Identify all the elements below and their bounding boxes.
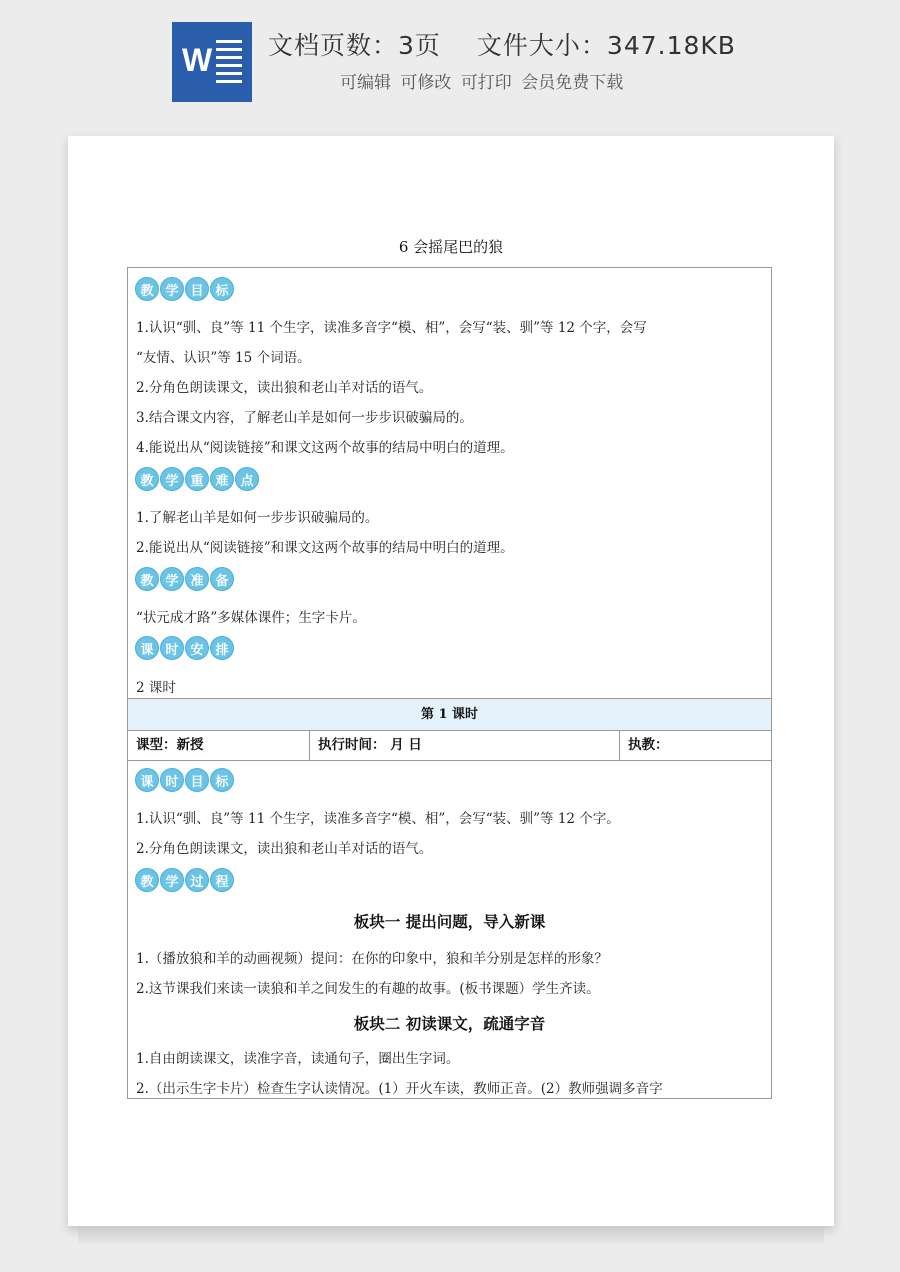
goal-line: 2.分角色朗读课文，读出狼和老山羊对话的语气。 [136, 380, 433, 396]
teacher-cell: 执教： [619, 730, 771, 760]
lesson-goal-line: 1.认识“驯、良”等 11 个生字，读准多音字“模、相”，会写“装、驯”等 12 个字。 [136, 811, 620, 827]
word-document-icon: W [172, 22, 252, 102]
key-point-line: 1.了解老山羊是如何一步步识破骗局的。 [136, 510, 379, 526]
lesson-title-bar: 第 1 课时 [128, 698, 771, 731]
block1-line: 2.这节课我们来读一读狼和羊之间发生的有趣的故事。(板书课题）学生齐读。 [136, 981, 600, 997]
goal-line: 3.结合课文内容，了解老山羊是如何一步步识破骗局的。 [136, 410, 473, 426]
block1-line: 1.（播放狼和羊的动画视频）提问：在你的印象中，狼和羊分别是怎样的形象？ [136, 951, 608, 967]
block2-line: 2.（出示生字卡片）检查生字认读情况。(1）开火车读，教师正音。(2）教师强调多音字 [136, 1081, 663, 1097]
section-label-process: 教 学 过 程 [135, 868, 235, 894]
goal-line: 1.认识“驯、良”等 11 个生字，读准多音字“模、相”，会写“装、驯”等 12 个字，会写 [136, 320, 647, 336]
file-info [268, 26, 736, 62]
download-header [0, 0, 900, 120]
lesson-type-cell: 课型：新授 [136, 737, 204, 753]
document-title: 6 会摇尾巴的狼 [398, 238, 504, 256]
section-label-preparation: 教 学 准 备 [135, 567, 235, 593]
section-label-key-points: 教 学 重 难 点 [135, 467, 260, 493]
file-size: 文件大小：347.18KB [476, 31, 736, 60]
section-label-teaching-goals: 教 学 目 标 [135, 277, 235, 303]
preparation-text: “状元成才路”多媒体课件；生字卡片。 [136, 610, 366, 626]
page-shadow [78, 1226, 824, 1246]
execution-time-cell: 执行时间： 月 日 [309, 730, 619, 760]
document-page [68, 136, 834, 1226]
goal-line: “友情、认识”等 15 个词语。 [136, 350, 311, 366]
page-count: 文档页数：3页 [268, 31, 441, 60]
section-label-schedule: 课 时 安 排 [135, 636, 235, 662]
goal-line: 4.能说出从“阅读链接”和课文这两个故事的结局中明白的道理。 [136, 440, 514, 456]
block2-title: 板块二 初读课文，疏通字音 [353, 1014, 546, 1033]
schedule-text: 2 课时 [136, 680, 176, 696]
block1-title: 板块一 提出问题，导入新课 [353, 912, 546, 931]
key-point-line: 2.能说出从“阅读链接”和课文这两个故事的结局中明白的道理。 [136, 540, 514, 556]
lesson-goal-line: 2.分角色朗读课文，读出狼和老山羊对话的语气。 [136, 841, 433, 857]
lesson-info-row [128, 730, 771, 761]
lesson-plan-table [127, 267, 772, 1099]
section-label-lesson-goals: 课 时 目 标 [135, 768, 235, 794]
block2-line: 1.自由朗读课文，读准字音，读通句子，圈出生字词。 [136, 1051, 460, 1067]
feature-list: 可编辑 可修改 可打印 会员免费下载 [340, 73, 624, 93]
